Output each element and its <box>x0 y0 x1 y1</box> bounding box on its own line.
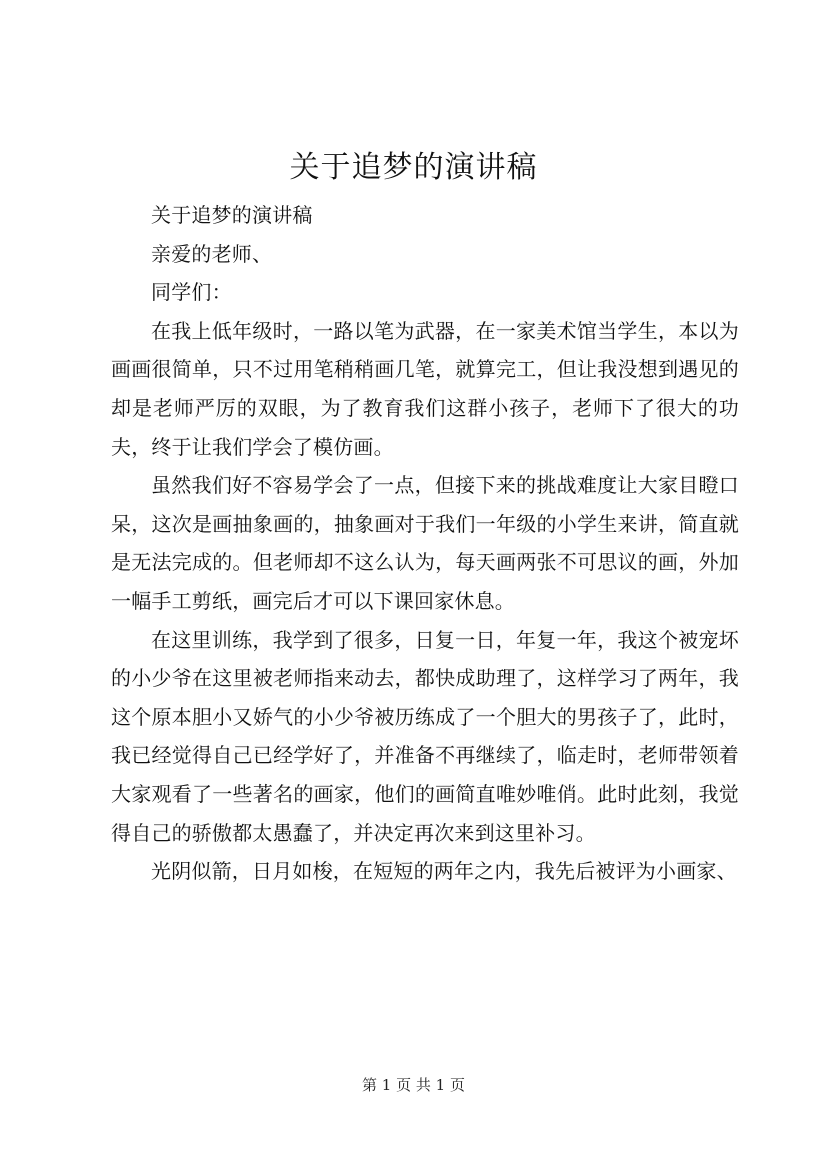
document-body <box>111 196 739 891</box>
paragraph-heading: 关于追梦的演讲稿 <box>151 203 313 227</box>
paragraph-salutation-teachers: 亲爱的老师、 <box>151 241 273 266</box>
page-footer: 第 1 页 共 1 页 <box>362 1076 465 1094</box>
paragraph-salutation-classmates: 同学们： <box>151 280 232 305</box>
paragraph-body-4: 光阴似箭，日月如梭，在短短的两年之内，我先后被评为小画家、 <box>151 859 737 884</box>
paragraph-body-3: 在这里训练，我学到了很多，日复一日，年复一年，我这个被宠坏的小少爷在这里被老师指来动去，都快成助理了，这样学习了两年，我这个原本胆小又娇气的小少爷被历练成了一个胆大的男孩子了，此时，我已经觉得自己已经学好了，并准备不再继续了，临走时，老师带领着大家观看了一些著名的画家，他们的画简直唯妙唯俏。此时此刻，我觉得自己的骄傲都太愚蠢了，并决定再次来到这里补习。 <box>111 627 739 845</box>
paragraph-body-1: 在我上低年级时，一路以笔为武器，在一家美术馆当学生，本以为画画很简单，只不过用笔稍稍画几笔，就算完工，但让我没想到遇见的却是老师严厉的双眼，为了教育我们这群小孩子，老师下了很大的功夫，终于让我们学会了模仿画。 <box>111 318 739 459</box>
paragraph-body-2: 虽然我们好不容易学会了一点，但接下来的挑战难度让大家目瞪口呆，这次是画抽象画的，抽象画对于我们一年级的小学生来讲，简直就是无法完成的。但老师却不这么认为，每天画两张不可思议的画，外加一幅手工剪纸，画完后才可以下课回家休息。 <box>111 473 739 613</box>
document-title: 关于追梦的演讲稿 <box>289 150 538 185</box>
